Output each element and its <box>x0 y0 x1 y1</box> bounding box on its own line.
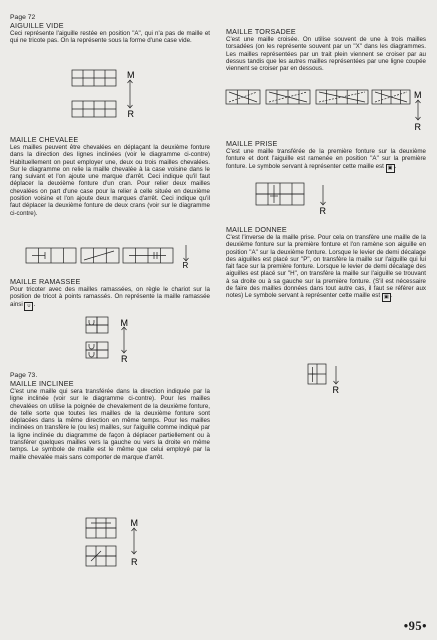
page-number: •95• <box>403 619 427 633</box>
label-r: R <box>127 109 134 119</box>
label-r: R <box>414 122 421 132</box>
section-text: Les mailles peuvent être chevalées en déplaçant la deuxième fonture dans la direction des lignes inclinées (voir le diagramme ci-contre) Habituellement on peut employer une, deux ou trois mailles chevalées. Sur le diagramme on relie la maille chevalée à la case voisine dans le rang suivant et l'on ajoute une marque d'arrêt. Ceci indique qu'il faut déplacer la deuxième fonture d'un cran. Pour relier deux mailles chevalées on part d'une case pour la relier à celle située en deuxième position voisine et l'on ajoute deux marques d'arrêt. Ceci indique qu'il faut déplacer la deuxième fonture de deux crans (voir sur le diagramme ci-contre). <box>10 144 210 217</box>
section-maille-prise <box>226 140 426 173</box>
label-r: R <box>131 557 138 567</box>
section-maille-ramassee <box>10 278 210 311</box>
label-m: M <box>120 318 128 328</box>
label-r: R <box>319 206 326 216</box>
page-label-73: Page 73. <box>10 372 38 379</box>
section-text: C'est une maille croisée. On utilise souvent de une à trois mailles torsadées (on les représente souvent par un "X" dans les diagrammes. Les mailles représentées par un trait plein viennent se croiser par au dessus tandis que les autres mailles représentées par une ligne coupée viennent se croiser par en dessous. <box>226 36 426 73</box>
taken-stitch-diagram <box>256 181 346 217</box>
cable-stitch-diagram <box>226 86 426 132</box>
racked-stitch-diagram <box>26 245 206 269</box>
label-m: M <box>414 90 422 100</box>
section-maille-torsadee <box>226 28 426 72</box>
given-stitch-symbol: ▣ <box>382 293 391 302</box>
section-title: MAILLE PRISE <box>226 139 278 148</box>
label-m: M <box>127 70 135 80</box>
section-aiguille-vide <box>10 14 210 45</box>
section-maille-donnee <box>226 226 426 302</box>
section-maille-inclinee <box>10 372 210 461</box>
label-r: R <box>121 354 128 364</box>
section-title: MAILLE DONNEE <box>226 225 287 234</box>
section-title: AIGUILLE VIDE <box>10 21 64 30</box>
empty-needle-diagram <box>72 70 152 122</box>
section-title: MAILLE TORSADEE <box>226 27 296 36</box>
section-title: MAILLE INCLINEE <box>10 379 74 388</box>
section-text: Pour tricoter avec des mailles ramassées, on règle le chariot sur la position de tricot à points ramassés. On représente la maille ramassée ainsi ∪ . <box>10 286 210 309</box>
tuck-stitch-diagram <box>86 317 146 365</box>
given-stitch-diagram <box>308 364 368 394</box>
section-title: MAILLE CHEVALEE <box>10 135 79 144</box>
transfer-stitch-diagram <box>86 516 166 568</box>
section-text: Ceci représente l'aiguille restée en position "A", qui n'a pas de maille et qui ne tricote pas. On la représente sous la forme d'une case vide. <box>10 30 210 45</box>
section-text: C'est une maille qui sera transférée dans la direction indiquée par la ligne inclinée (voir sur le diagramme ci-contre). Pour les mailles chevalées on utilise la poignée de chevalement de la deuxième fonture, de telle sorte que toutes les mailles de la deuxième fonture sont déplacées dans la même direction en même temps. Pour les mailles inclinées on transfère le (ou les) mailles, sur l'aiguille comme indiqué par la ligne inclinée du diagramme de façon à déplacer partiellement ou à transférer quelques mailles vers la gauche ou vers la droite en même temps. Le symbole de maille est le même que celui employé par la maille chevalée mais sans comporter de marque d'arrêt. <box>10 388 210 461</box>
section-text: C'est une maille transférée de la première fonture sur la deuxième fonture et dont l'aiguille est ramenée en position "A" sur la première fonture. Le symbole servant à représenter cette maille est ▣ . <box>226 148 426 171</box>
tuck-stitch-symbol: ∪ <box>24 302 33 311</box>
label-r: R <box>182 261 189 270</box>
label-m: M <box>130 518 138 528</box>
section-title: MAILLE RAMASSEE <box>10 277 81 286</box>
page-label-72: Page 72 <box>10 14 36 21</box>
section-text: C'est l'inverse de la maille prise. Pour cela on transfère une maille de la deuxième fonture sur la première fonture et l'on ramène son aiguille en position "A" sur la deuxième fonture. Lorsque le levier de demi décalage des aiguilles est placé sur "P", on transfère la maille sur l'aiguille qui lui fait face sur la première fonture. Lorsque le levier de demi décalage des aiguilles est placé sur "H", on transfère la maille sur l'aiguille se trouvant à sa droite ou à sa gauche sur la première fonture. (S'il est nécessaire de faire des mailles données dans tout autre cas, il faut se référer aux notes) Le symbole servant à représenter cette maille est ▣ . <box>226 234 426 301</box>
label-r: R <box>332 385 339 395</box>
taken-stitch-symbol: ▣ <box>386 164 395 173</box>
section-maille-chevalee <box>10 136 210 217</box>
